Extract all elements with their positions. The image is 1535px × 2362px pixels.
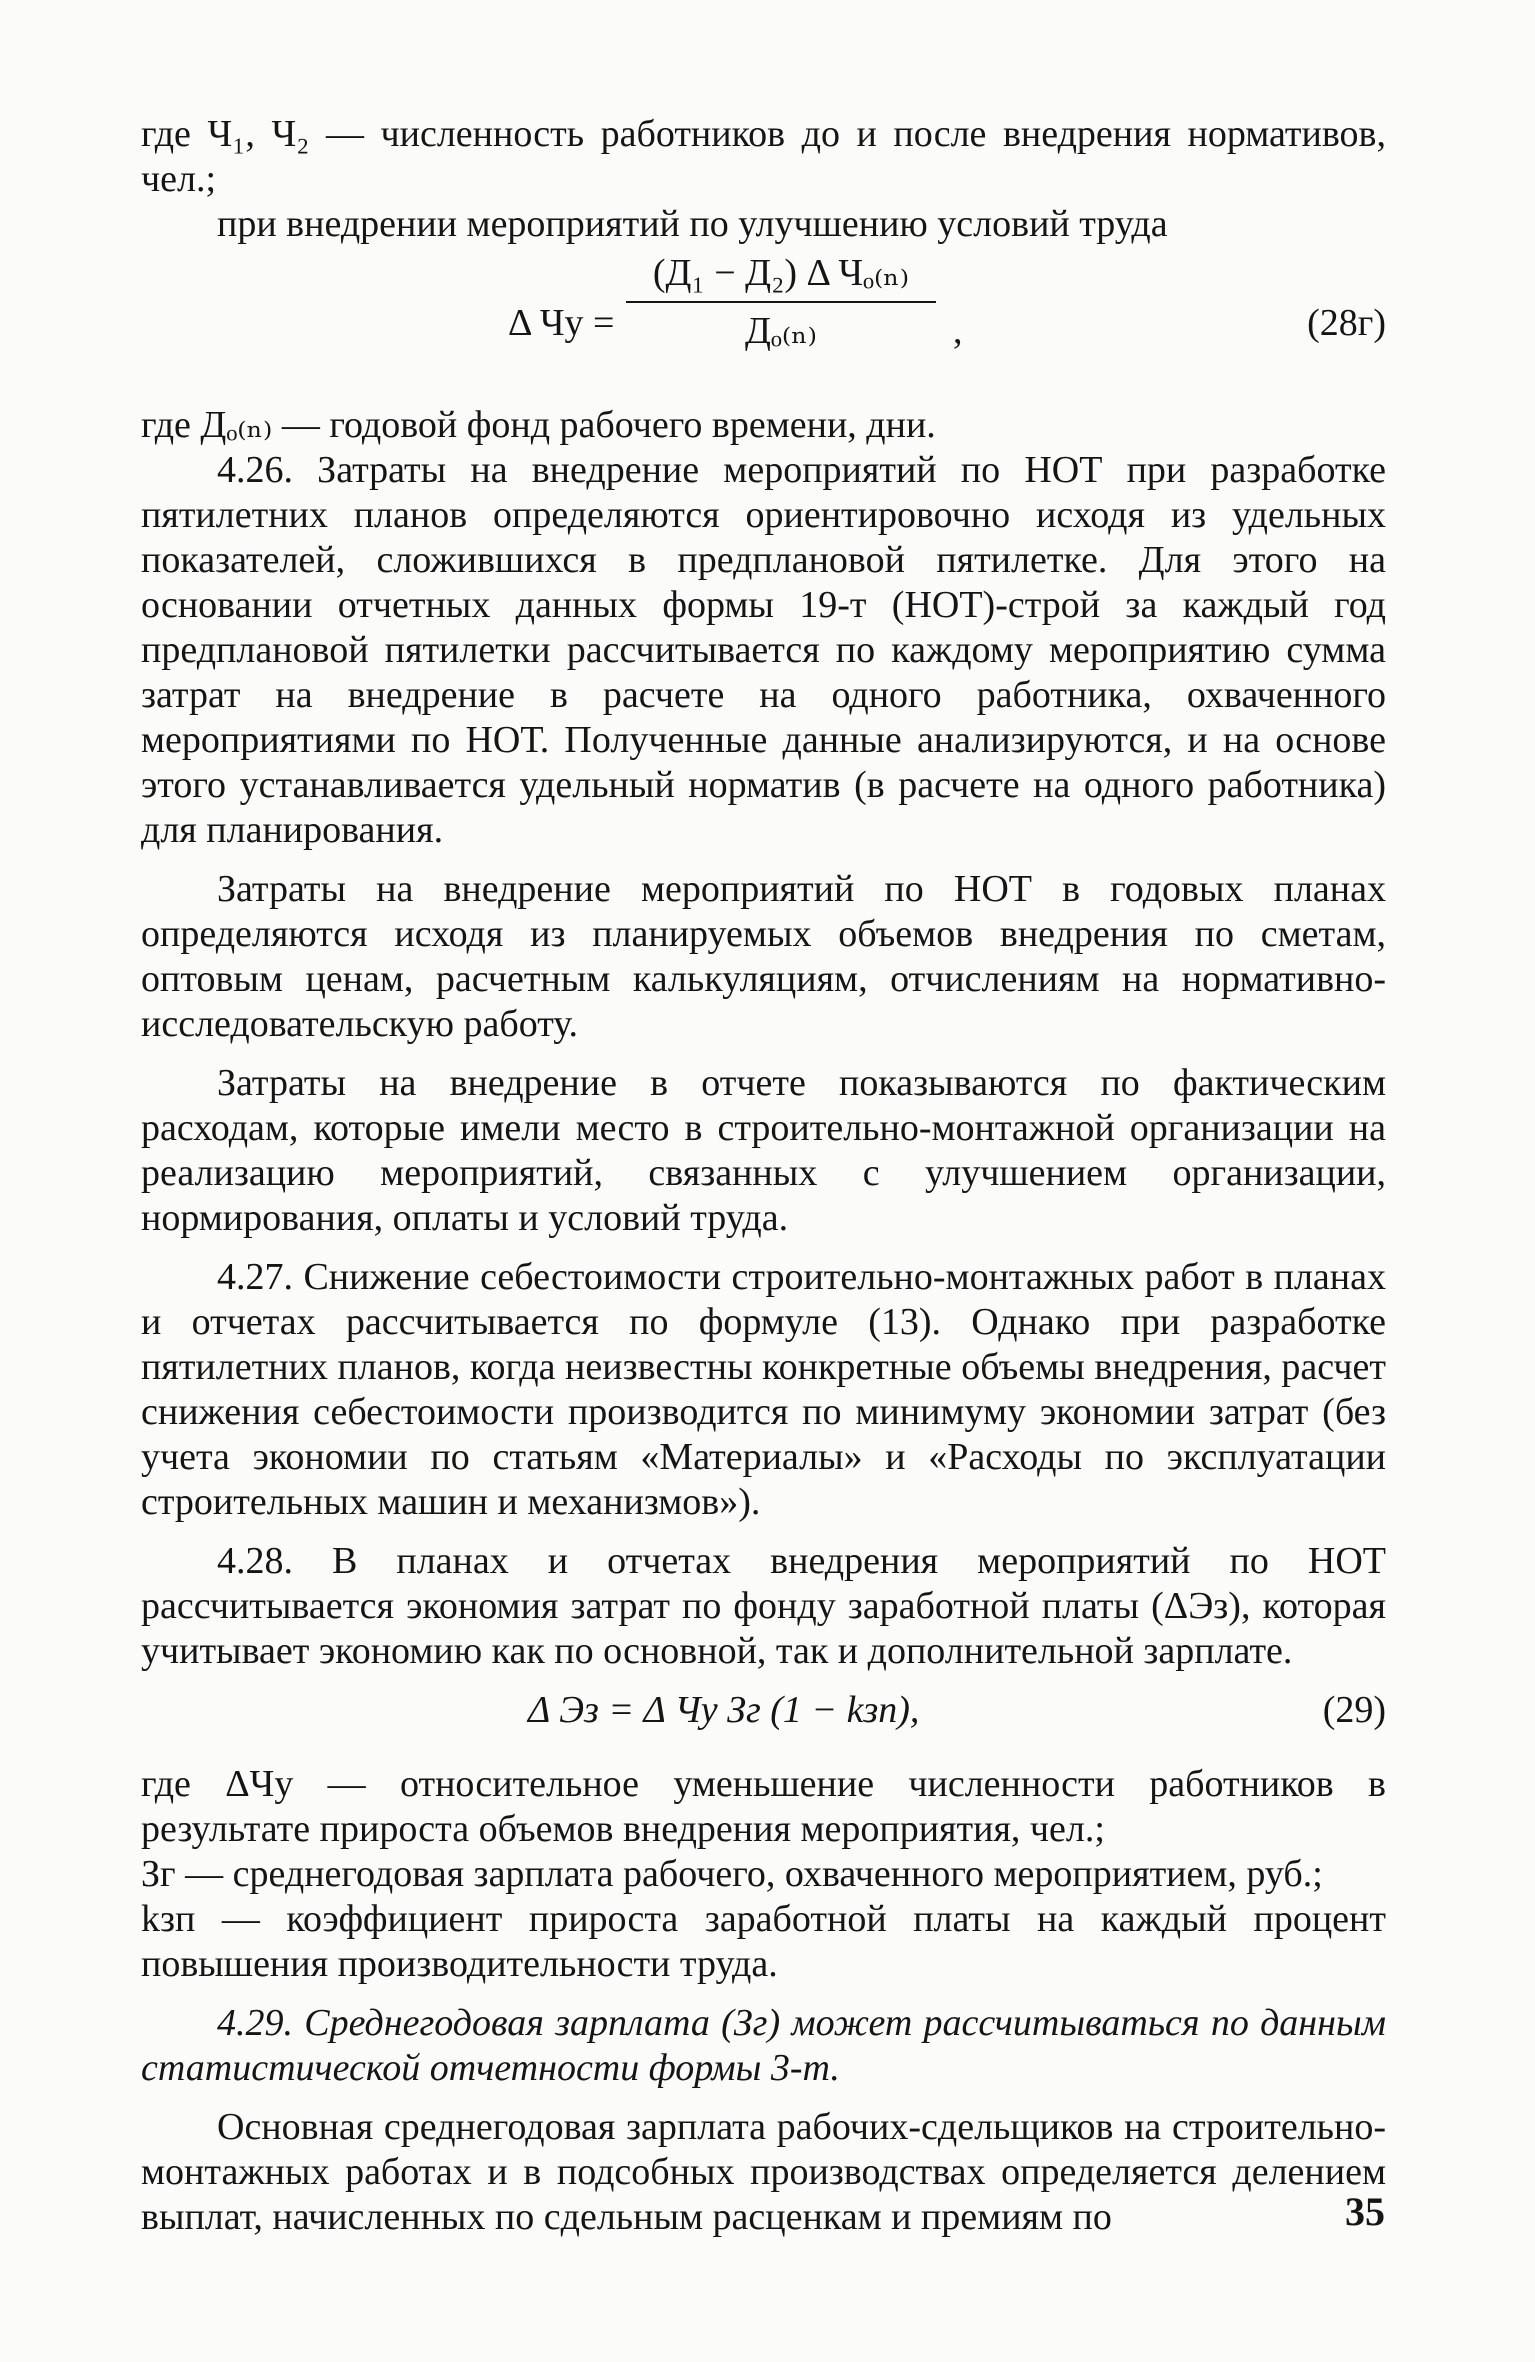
- definition-zg: Зг — среднегодовая зарплата рабочего, охваченного мероприятием, руб.;: [141, 1853, 1323, 1895]
- formula-28g-denominator: Дₒ₍ₙ₎: [745, 310, 817, 352]
- formula-29-expression: Δ Эз = Δ Чу Зг (1 − kзп),: [528, 1689, 920, 1731]
- formula-28g: [141, 251, 1386, 401]
- section-4-26: 4.26. Затраты на внедрение мероприятий по НОТ при разработке пятилетних планов определяются ориентировочно исходя из удельных показателей, сложившихся в предплановой пятилетке. Для этого на основании отчетных данных формы 19-т (НОТ)-строй за каждый год предплановой пятилетки рассчитывается по каждому мероприятию сумма затрат на внедрение в расчете на одного работника, охваченного мероприятиями по НОТ. Полученные данные анализируются, и на основе этого устанавливается удельный норматив (в расчете на одного работника) для планирования.: [141, 449, 1386, 851]
- definition-kzp: kзп — коэффициент прироста заработной платы на каждый процент повышения производительности труда.: [141, 1898, 1386, 1985]
- formula-28g-numerator: (Д₁ − Д₂) Δ Чₒ₍ₙ₎: [652, 252, 910, 294]
- section-4-29: 4.29. Среднегодовая зарплата (Зг) может рассчитываться по данным статистической отчетности формы 3-т.: [141, 2002, 1386, 2089]
- formula-28g-comma: ,: [953, 310, 963, 352]
- page-body: [141, 112, 1386, 2240]
- page-number: 35: [1345, 2189, 1385, 2234]
- fraction-bar: [626, 301, 936, 303]
- formula-28g-fraction: [626, 251, 936, 354]
- definition-delta-chu: где ΔЧу — относительное уменьшение численности работников в результате прироста объемов внедрения мероприятия, чел.;: [141, 1763, 1386, 1850]
- formula-29-number: (29): [1322, 1689, 1386, 1731]
- formula-28g-lhs: Δ Чу =: [508, 302, 615, 344]
- piece-workers-salary: Основная среднегодовая зарплата рабочих-сдельщиков на строительно-монтажных работах и в подсобных производствах определяется делением выплат, начисленных по сдельным расценкам и премиям по: [141, 2106, 1386, 2238]
- report-costs: Затраты на внедрение в отчете показываются по фактическим расходам, которые имели место в строительно-монтажной организации на реализацию мероприятий, связанных с улучшением организации, нормирования, оплаты и условий труда.: [141, 1062, 1386, 1239]
- formula-29: [141, 1688, 1386, 1748]
- annual-plan-costs: Затраты на внедрение мероприятий по НОТ в годовых планах определяются исходя из планируемых объемов внедрения по сметам, оптовым ценам, расчетным калькуляциям, отчислениям на нормативно-исследовательскую работу.: [141, 868, 1386, 1045]
- definition-ch1-ch2: где Ч₁, Ч₂ — численность работников до и после внедрения нормативов, чел.;: [141, 113, 1386, 200]
- section-4-27: 4.27. Снижение себестоимости строительно-монтажных работ в планах и отчетах рассчитывается по формуле (13). Однако при разработке пятилетних планов, когда неизвестны конкретные объемы внедрения, расчет снижения себестоимости производится по минимуму экономии затрат (без учета экономии по статьям «Материалы» и «Расходы по эксплуатации строительных машин и механизмов»).: [141, 1256, 1386, 1523]
- definition-do: где Дₒ₍ₙ₎ — годовой фонд рабочего времени, дни.: [141, 404, 936, 446]
- formula-28g-number: (28г): [1307, 302, 1386, 344]
- conditions-intro: при внедрении мероприятий по улучшению условий труда: [217, 203, 1168, 245]
- section-4-28: 4.28. В планах и отчетах внедрения мероприятий по НОТ рассчитывается экономия затрат по фонду заработной платы (ΔЭз), которая учитывает экономию как по основной, так и дополнительной зарплате.: [141, 1540, 1386, 1672]
